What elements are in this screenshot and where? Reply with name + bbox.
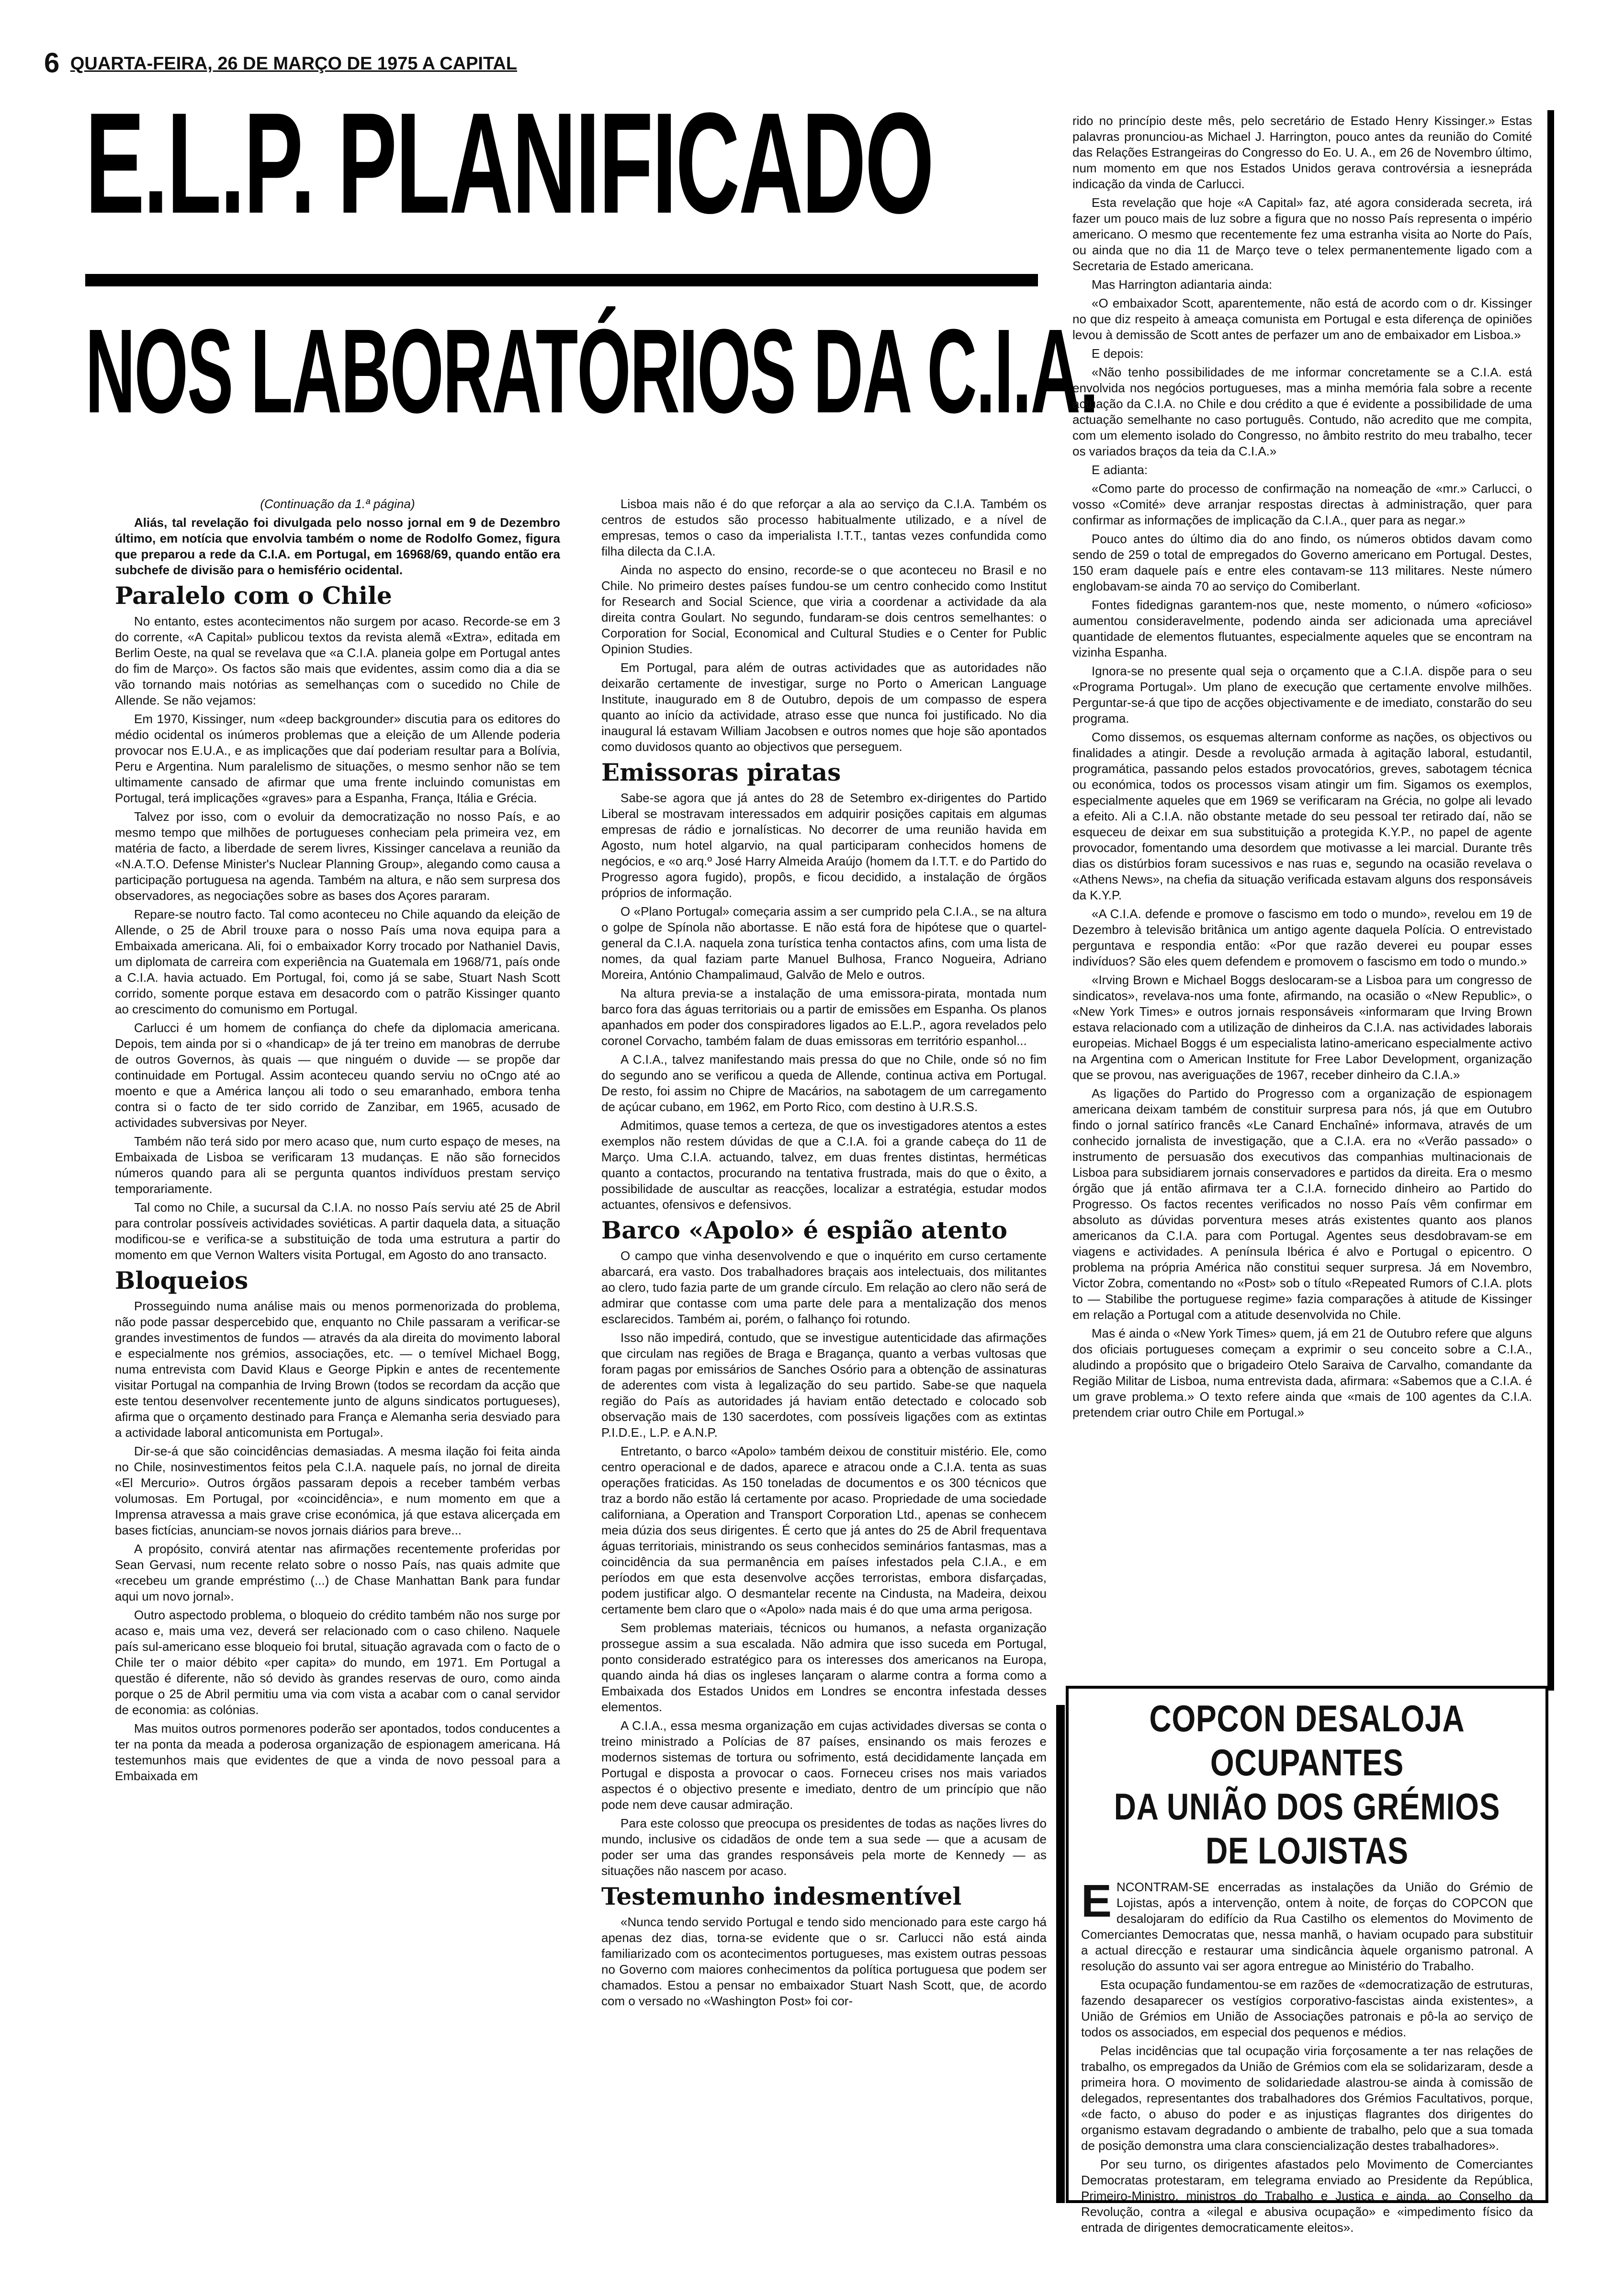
paragraph: Para este colosso que preocupa os presidentes de todas as nações livres do mundo, inclusive os cidadãos de onde tem a sua sede — que a acusam de poder ser uma das grandes responsáveis pela morte de Kennedy — as situações não nascem por acaso. (601, 1816, 1047, 1878)
subheading-testemunho: Testemunho indesmentível (601, 1882, 962, 1910)
drop-cap: E (1081, 1875, 1112, 1927)
continuation-note: (Continuação da 1.ª página) (260, 497, 415, 511)
paragraph: Lisboa mais não é do que reforçar a ala ao serviço da C.I.A. Também os centros de estudos são processo habitualmente utilizado, e a nível de empresas, temos o caso da imperialista I.T.T., tantas vezes confundida como filha dilecta da C.I.A. (601, 497, 1047, 558)
paragraph: «A C.I.A. defende e promove o fascismo em todo o mundo», revelou em 19 de Dezembro à televisão britânica um antigo agente daquela Polícia. O entrevistado perguntava e respondia então: «Por que razão deverei eu poupar esses indivíduos? São eles quem defendem e promovem o fascismo em todo o mundo.» (1072, 907, 1532, 968)
paragraph: Fontes fidedignas garantem-nos que, neste momento, o número «oficioso» aumentou consideravelmente, podendo ainda ser adicionada uma apreciável quantidade de elementos flutuantes, especialmente aqueles que se encontram na vizinha Espanha. (1072, 598, 1532, 659)
paragraph: rido no princípio deste mês, pelo secretário de Estado Henry Kissinger.» Estas palavras pronunciou-as Michael J. Harrington, pouco antes da reunião do Comité das Relações Estrangeiras do Congresso do Eo. U. A., em 26 de Novembro último, num momento em que nos Estados Unidos gerava controvérsia a iesnepráda indicação da vinda de Carlucci. (1072, 114, 1532, 191)
folio-header: QUARTA-FEIRA, 26 DE MARÇO DE 1975 A CAPITAL (70, 54, 518, 74)
subheading-bloqueios: Bloqueios (115, 1266, 248, 1295)
paragraph: Pouco antes do último dia do ano findo, os números obtidos davam como sendo de 259 o total de empregados do Governo americano em Portugal. Destes, 150 eram daquele país e entre eles contavam-se 113 militares. Neste número englobavam-se ainda 70 ao serviço do Comiberlant. (1072, 532, 1532, 593)
box-title-line-1: COPCON DESALOJA OCUPANTES (1149, 1697, 1465, 1784)
paragraph: O campo que vinha desenvolvendo e que o inquérito em curso certamente abarcará, era vasto. Dos trabalhadores braçais aos intelectuais, dos militantes ao clero, tudo fazia parte de um grande círculo. Em relação ao clero não será de admirar que contasse com uma parte dele para a mentalização dos menos esclarecidos. Também ai, porém, o falhanço foi rotundo. (601, 1249, 1047, 1326)
article-column-1 (115, 496, 560, 2201)
paragraph: Como dissemos, os esquemas alternam conforme as nações, os objectivos ou finalidades a atingir. Desde a revolução armada à agitação laboral, estudantil, programática, passando pelos estados provocatórios, greves, sabotagem técnica ou económica, todos os processos visam atingir um fim. Sigamos os exemplos, especialmente aqueles que em 1969 se verificaram na Grécia, no golpe ali levado a efeito. Ali a C.I.A. não obstante metade do seu pessoal ter retirado daí, não se esqueceu de deixar em sua substituição a protegida K.Y.P., no papel de agente provocador, fomentando uma desordem que motivasse a lei marcial. Durante três dias os distúrbios foram sucessivos e nas ruas e, segundo na ocasião revelava o «Athens News», na chefia da situação verificada estavam alguns dos responsáveis da K.Y.P. (1072, 730, 1532, 902)
right-border-bar (1547, 110, 1554, 1691)
paragraph: Entretanto, o barco «Apolo» também deixou de constituir mistério. Ele, como centro operacional e de dados, aparece e atracou onde a C.I.A. tenta as suas operações fraticidas. As 150 toneladas de documentos e os 300 técnicos que traz a bordo não estão lá certamente por acaso. Propriedade de uma sociedade californiana, a Operation and Transport Corporation Ltd., apenas se conhecem meia dúzia dos seus dirigentes. É certo que já antes do 25 de Abril frequentava águas territoriais, ministrando os seus conhecidos seminários fantasmas, mas a coincidência da sua permanência em países infestados pela C.I.A., e em períodos em que esta desenvolve acções terroristas, embora disfarçadas, podem justificar algo. O desmantelar recente na Cindusta, na Madeira, deixou certamente bem claro que o «Apolo» nada mais é do que uma arma perigosa. (601, 1444, 1047, 1616)
paragraph: Por seu turno, os dirigentes afastados pelo Movimento de Comerciantes Democratas protestaram, em telegrama enviado ao Presidente da República, Primeiro-Ministro, ministros do Trabalho e Justiça e ainda, ao Conselho da Revolução, contra a «ilegal e abusiva ocupação» e «impedimento físico da entrada de dirigentes democraticamente eleitos». (1081, 2157, 1533, 2235)
paragraph: Dir-se-á que são coincidências demasiadas. A mesma ilação foi feita ainda no Chile, nosinvestimentos feitos pela C.I.A. naquele país, no jornal de direita «El Mercurio». Outros órgãos passaram depois a receber também verbas volumosas. Em Portugal, por «coincidência», e num momento em que a Imprensa atravessa a mais grave crise económica, já que estava alicerçada em bases fictícias, anunciam-se novos jornais diários para breve... (115, 1444, 560, 1537)
paragraph: Ignora-se no presente qual seja o orçamento que a C.I.A. dispõe para o seu «Programa Portugal». Um plano de execução que certamente envolve milhões. Perguntar-se-á que tipo de acções objectivamente e de imediato, constarão do seu programa. (1072, 664, 1532, 726)
paragraph: Mas Harrington adiantaria ainda: (1092, 277, 1273, 292)
headline-rule (85, 274, 1038, 286)
subheading-barco-apolo: Barco «Apolo» é espião atento (601, 1216, 1007, 1244)
paragraph: A C.I.A., talvez manifestando mais pressa do que no Chile, onde só no fim do segundo ano se verificou a queda de Allende, continua activa em Portugal. De resto, foi assim no Chipre de Macários, na sabotagem de um carregamento de açúcar cubano, em 1962, em Porto Rico, com destino à U.R.S.S. (601, 1052, 1047, 1114)
paragraph: «Irving Brown e Michael Boggs deslocaram-se a Lisboa para um congresso de sindicatos», revelava-nos uma fonte, afirmando, na ocasião o «New Republic», o «New York Times» e outros jornais responsáveis «informaram que Irving Brown estava relacionado com a utilização de dinheiros da C.I.A. nas actividades laborais europeias. Michael Boggs é um especialista latino-americano especialmente activo na Argentina com o American Institute for Free Labor Development, organização que se provou, nas averiguações de 1967, receber dinheiro da C.I.A.» (1072, 973, 1532, 1082)
box-title-line-2: DA UNIÃO DOS GRÉMIOS DE LOJISTAS (1114, 1785, 1500, 1872)
headline-line-2: NOS LABORATÓRIOS DA C.I.A. (85, 304, 1098, 438)
headline-line-1: E.L.P. PLANIFICADO (85, 82, 933, 243)
paragraph: «O embaixador Scott, aparentemente, não está de acordo com o dr. Kissinger no que diz respeito à ameaça comunista em Portugal e esta diferença de opiniões levou à demissão de Scott antes de perfazer um ano de embaixador em Lisboa.» (1072, 296, 1532, 342)
paragraph: Esta ocupação fundamentou-se em razões de «democratização de estruturas, fazendo desaparecer os vestígios corporativo-fascistas ainda existentes», a União de Grémios em União de Associações patronais e pô-la ao serviço de todos os associados, em especial dos pequenos e médios. (1081, 1977, 1533, 2039)
paragraph: As ligações do Partido do Progresso com a organização de espionagem americana deixam também de constituir surpresa para nós, já que em Outubro findo o jornal satírico francês «Le Canard Enchaîné» informava, através de um conhecido jornalista de investigação, que a C.I.A. era no «Verão passado» o instrumento de persuasão dos executivos das companhias multinacionais de Lisboa para subsidiarem jornais conservadores e partidos da direita. Era o mesmo órgão que já então afirmava ter a C.I.A. fornecido dinheiro ao Partido do Progresso. Os factos recentes verificados no nosso País vêm confirmar em absoluto as dúvidas porventura meses atrás existentes quanto aos planos americanos da C.I.A. para com Portugal. Agentes seus desdobravam-se em viagens e actividades. A península Ibérica é alvo e Portugal o epicentro. O problema na própria América não constitui sequer surpresa. Já em Novembro, Victor Zobra, comentando no «Post» sob o título «Repeated Rumors of C.I.A. plots to — Stabilibe the portuguese regime» fazia comparações à atitude de Kissinger em relação a Portugal com a atitude desenvolvida no Chile. (1072, 1086, 1532, 1322)
paragraph: Talvez por isso, com o evoluir da democratização no nosso País, e ao mesmo tempo que milhões de portugueses conheciam pela primeira vez, em matéria de facto, a liberdade de serem livres, Kissinger cancelava a reunião da «N.A.T.O. Defense Minister's Nuclear Planning Group», alegando como causa a participação portuguesa na agenda. Também na altura, e não sem surpresa dos observadores, as negociações sobre as bases dos Açores pararam. (115, 809, 560, 903)
box-left-bar (1056, 1705, 1065, 2203)
paragraph: Em 1970, Kissinger, num «deep backgrounder» discutia para os editores do médio ocidental os inúmeros problemas que a eleição de um Allende poderia provocar nos E.U.A., e as implicações que daí poderiam resultar para a Bolívia, Peru e Argentina. Num paralelismo de situações, o mesmo senhor não se tem ultimamente cansado de afirmar que uma frente incluindo comunistas em Portugal, terá implicações «graves» para a Espanha, França, Itália e Grécia. (115, 712, 560, 805)
paragraph: Esta revelação que hoje «A Capital» faz, até agora considerada secreta, irá fazer um pouco mais de luz sobre a figura que no nosso País representa o império americano. O mesmo que recentemente fez uma estranha visita ao Norte do País, ou ainda que no dia 11 de Março teve o telex permanentemente ligado com a Secretaria de Estado americana. (1072, 195, 1532, 273)
box-body (1069, 1873, 1545, 2272)
paragraph: E adianta: (1092, 463, 1148, 477)
paragraph: Pelas incidências que tal ocupação viria forçosamente a ter nas relações de trabalho, os empregados da União de Grémios com ela se solidarizaram, desde a primeira hora. O movimento de solidariedade alastrou-se ainda à comissão de delegados, representantes dos trabalhadores dos Grémios Facultativos, porque, «de facto, o abuso do poder e as injustiças flagrantes dos dirigentes do organismo estavam degradando o ambiente de trabalho, pelo que a sua tomada de posição demonstra uma clara consciencialização destes trabalhadores». (1081, 2044, 1533, 2153)
paragraph: Na altura previa-se a instalação de uma emissora-pirata, montada num barco fora das águas territoriais ou a partir de emissões em Espanha. Os planos apanhados em poder dos conspiradores ligados ao E.L.P., agora revelados pelo coronel Corvacho, também falam de duas emissoras em território espanhol... (601, 986, 1047, 1048)
paragraph: Admitimos, quase temos a certeza, de que os investigadores atentos a estes exemplos não restem dúvidas de que a C.I.A. foi a grande cabeça do 11 de Março. Uma C.I.A. actuando, talvez, em duas frentes distintas, herméticas quanto a contactos, procurando na tentativa frustrada, mais do que o êxito, a possibilidade de auscultar as reacções, localizar a estratégia, estudar modos actuantes, ofensivos e defensivos. (601, 1118, 1047, 1212)
subheading-paralelo: Paralelo com o Chile (115, 581, 392, 610)
subheading-emissoras: Emissoras piratas (601, 758, 841, 786)
article-column-3 (1072, 113, 1532, 1770)
paragraph: «Como parte do processo de confirmação na nomeação de «mr.» Carlucci, o vosso «Comité» deve arranjar respostas directas à administração, quer para confirmar as informações de implicação da C.I.A., quer para as negar.» (1072, 481, 1532, 527)
paragraph: Sabe-se agora que já antes do 28 de Setembro ex-dirigentes do Partido Liberal se mostravam interessados em adquirir posições capitais em algumas empresas de rádio e jornalísticas. No decorrer de uma reunião havida em Agosto, num hotel algarvio, na qual participaram conhecidos homens de negócios, e «o arq.º José Harry Almeida Araújo (homem da I.T.T. e do Partido do Progresso agora fugido), propôs, e ficou decidido, a instalação de órgãos próprios de informação. (601, 791, 1047, 900)
article-intro: Aliás, tal revelação foi divulgada pelo nosso jornal em 9 de Dezembro último, em notícia que envolvia também o nome de Rodolfo Gomez, figura que preparou a rede da C.I.A. em Portugal, em 16968/69, quando então era subchefe de divisão para o hemisfério ocidental. (115, 515, 560, 577)
paragraph: Carlucci é um homem de confiança do chefe da diplomacia americana. Depois, tem ainda por si o «handicap» de já ter treino em manobras de derrube de outros Governos, às quais — que ninguém o duvide — se propõe dar continuidade em Portugal. Assim aconteceu quando serviu no oCngo até ao moento e que a América lançou ali todo o seu emaranhado, embora tenha contra si o facto de ter sido corrido de Zanzibar, em 1965, acusado de actividades subversivas por Neyer. (115, 1021, 560, 1130)
paragraph: A C.I.A., essa mesma organização em cujas actividades diversas se conta o treino ministrado a Polícias de 87 países, ensinando os mais ferozes e modernos sistemas de tortura ou sofrimento, está decididamente lançada em Portugal e disposta a provocar o caos. Forneceu crises nos mais variados aspectos é o objectivo presente e imediato, dentro de um princípio que não pode nem deve causar admiração. (601, 1718, 1047, 1812)
paragraph: NCONTRAM-SE encerradas as instalações da União do Grémio de Lojistas, após a intervenção, ontem à noite, de forças do COPCON que desalojaram do edifício da Rua Castilho os elementos do Movimento de Comerciantes Democratas que, nessa manhã, o haviam ocupado para substituir a actual direcção e restaurar uma sindicância àquele organismo patronal. A resolução do assunto vai ser agora entregue ao Ministério do Trabalho. (1081, 1880, 1533, 1973)
paragraph: Outro aspectodo problema, o bloqueio do crédito também não nos surge por acaso e, mais uma vez, deverá ser relacionado com o caso chileno. Naquele país sul-americano esse bloqueio foi brutal, situação agravada com o facto de o Chile ter o maior débito «per capita» do mundo, em 1971. Em Portugal a questão é diferente, não só devido às grandes reservas de ouro, como ainda porque o 25 de Abril permitiu uma via com vista a acabar com o canal servidor de economia: as colónias. (115, 1608, 560, 1717)
page-number: 6 (44, 47, 60, 79)
paragraph: Repare-se noutro facto. Tal como aconteceu no Chile aquando da eleição de Allende, o 25 de Abril trouxe para o nosso País uma nova equipa para a Embaixada americana. Ali, foi o embaixador Korry trocado por Nathaniel Davis, um diplomata de carreira com experiência na Guatemala em 1968/71, país onde a C.I.A. havia actuado. Em Portugal, foi, como já se sabe, Stuart Nash Scott corrido, somente porque estava em desacordo com o patrão Kissinger quanto ao crescimento do comunismo em Portugal. (115, 907, 560, 1016)
paragraph: Sem problemas materiais, técnicos ou humanos, a nefasta organização prossegue assim a sua escalada. Não admira que isso suceda em Portugal, ponto considerado estratégico para os interesses dos americanos na Europa, quando ainda há dias os ingleses lançaram o alarme contra a forma como a Embaixada dos Estados Unidos em Londres se encontra infestada desses elementos. (601, 1621, 1047, 1714)
paragraph: Prosseguindo numa análise mais ou menos pormenorizada do problema, não pode passar despercebido que, enquanto no Chile passaram a verificar-se grandes investimentos de fundos — através da ala direita do movimento laboral e especialmente nos grémios, associações, etc. — o temível Michael Bogg, numa entrevista com David Klaus e George Pipkin e antes de recentemente visitar Portugal na companhia de Irving Brown (todos se recordam da acção que este tentou desenvolver recentemente junto de alguns sindicatos portugueses), afirma que o orçamento destinado para França e Alemanha seria desviado para a actividade laboral anticomunista em Portugal». (115, 1299, 560, 1440)
paragraph: O «Plano Portugal» começaria assim a ser cumprido pela C.I.A., se na altura o golpe de Spínola não abortasse. E não está fora de hipótese que o quartel-general da C.I.A. naquela zona turística tenha contactos afins, com uma lista de nomes, da qual faziam parte Manuel Bulhosa, Franco Nogueira, Adriano Moreira, António Champalimaud, Galvão de Melo e outros. (601, 904, 1047, 982)
page-folio (44, 47, 517, 79)
paragraph: «Nunca tendo servido Portugal e tendo sido mencionado para este cargo há apenas dez dias, torna-se evidente que o sr. Carlucci não está ainda familiarizado com os acontecimentos portugueses, mas existem outras pessoas no Governo com maiores conhecimentos da política portuguesa que podem ser chamados. Estou a pensar no embaixador Stuart Nash Scott, que, de acordo com o versado no «Washington Post» foi cor- (601, 1915, 1047, 2008)
paragraph: A propósito, convirá atentar nas afirmações recentemente proferidas por Sean Gervasi, num recente relato sobre o nosso País, nas quais admite que «recebeu um grande empréstimo (...) de Chase Manhattan Bank para fundar aqui um novo jornal». (115, 1542, 560, 1603)
copcon-story-box (1066, 1686, 1548, 2235)
paragraph: Tal como no Chile, a sucursal da C.I.A. no nosso País serviu até 25 de Abril para controlar possíveis actividades soviéticas. A partir daquela data, a situação modificou-se e verifica-se a substituição de toda uma estrutura a partir do momento em que Vernon Walters visita Portugal, em Agosto do ano transacto. (115, 1200, 560, 1262)
paragraph: E depois: (1092, 346, 1144, 361)
paragraph: Isso não impedirá, contudo, que se investigue autenticidade das afirmações que circulam nas regiões de Braga e Bragança, quanto a verbas vultosas que foram pagas por emissários de Sanches Osório para a obtenção de assinaturas de aderentes com vista à legalização do seu partido. Sabe-se que naquela região do País as autoridades já haviam então detectado e colocado sob observação mais de 130 sacerdotes, com possíveis ligações com as extintas P.I.D.E., L.P. e A.N.P. (601, 1330, 1047, 1440)
paragraph: No entanto, estes acontecimentos não surgem por acaso. Recorde-se em 3 do corrente, «A Capital» publicou textos da revista alemã «Extra», editada em Berlim Oeste, na qual se revelava que «a C.I.A. planeia golpe em Portugal antes do fim de Março». Os factos são mais que evidentes, assim como dia a dia se vão tornando mais notórias as semelhanças com o sucedido no Chile de Allende. Se não vejamos: (115, 614, 560, 707)
paragraph: «Não tenho possibilidades de me informar concretamente se a C.I.A. está envolvida nos negócios portugueses, mas a minha memória fala sobre a recente actuação da C.I.A. no Chile e dou crédito a que é evidente a possibilidade de uma actuação semelhante no caso português. Contudo, não acredito que me compita, com um elemento isolado do Congresso, no âmbito restrito do meu trabalho, tecer os variados braços da teia da C.I.A.» (1072, 365, 1532, 458)
paragraph: Em Portugal, para além de outras actividades que as autoridades não deixarão certamente de investigar, surge no Porto o American Language Institute, inaugurado em 8 de Outubro, depois de um compasso de espera quanto ao início da actividade, atraso esse que nunca foi justificado. No dia inaugural lá estavam William Jacobsen e outros nomes que hoje são apontados como duvidosos quanto ao objectivos que perseguem. (601, 660, 1047, 754)
article-column-2 (601, 496, 1047, 2201)
paragraph: Mas é ainda o «New York Times» quem, já em 21 de Outubro refere que alguns dos oficiais portugueses começam a exprimir o seu conceito sobre a C.I.A., aludindo a propósito que o brigadeiro Otelo Saraiva de Carvalho, comandante da Região Militar de Lisboa, numa entrevista dada, afirmara: «Sabemos que a C.I.A. é um grave problema.» O texto refere ainda que «mais de 100 agentes da C.I.A. pretendem criar outro Chile em Portugal.» (1072, 1326, 1532, 1420)
paragraph: Mas muitos outros pormenores poderão ser apontados, todos conducentes a ter na ponta da meada a poderosa organização de espionagem americana. Há testemunhos mais que evidentes de que a vinda de novo pessoal para a Embaixada em (115, 1721, 560, 1783)
paragraph: Também não terá sido por mero acaso que, num curto espaço de meses, na Embaixada de Lisboa se verificaram 13 mudanças. E não são fornecidos números quando para ali se pergunta quantos indivíduos prestam serviço temporariamente. (115, 1134, 560, 1196)
paragraph: Ainda no aspecto do ensino, recorde-se o que aconteceu no Brasil e no Chile. No primeiro destes países fundou-se um centro conhecido como Institut for Research and Social Science, que viria a coordenar a actividade da ala direita contra Goulart. No segundo, fundaram-se dois centros semelhantes: o Corporation for Social, Economical and Cultural Studies e o Center for Public Opinion Studies. (601, 563, 1047, 656)
